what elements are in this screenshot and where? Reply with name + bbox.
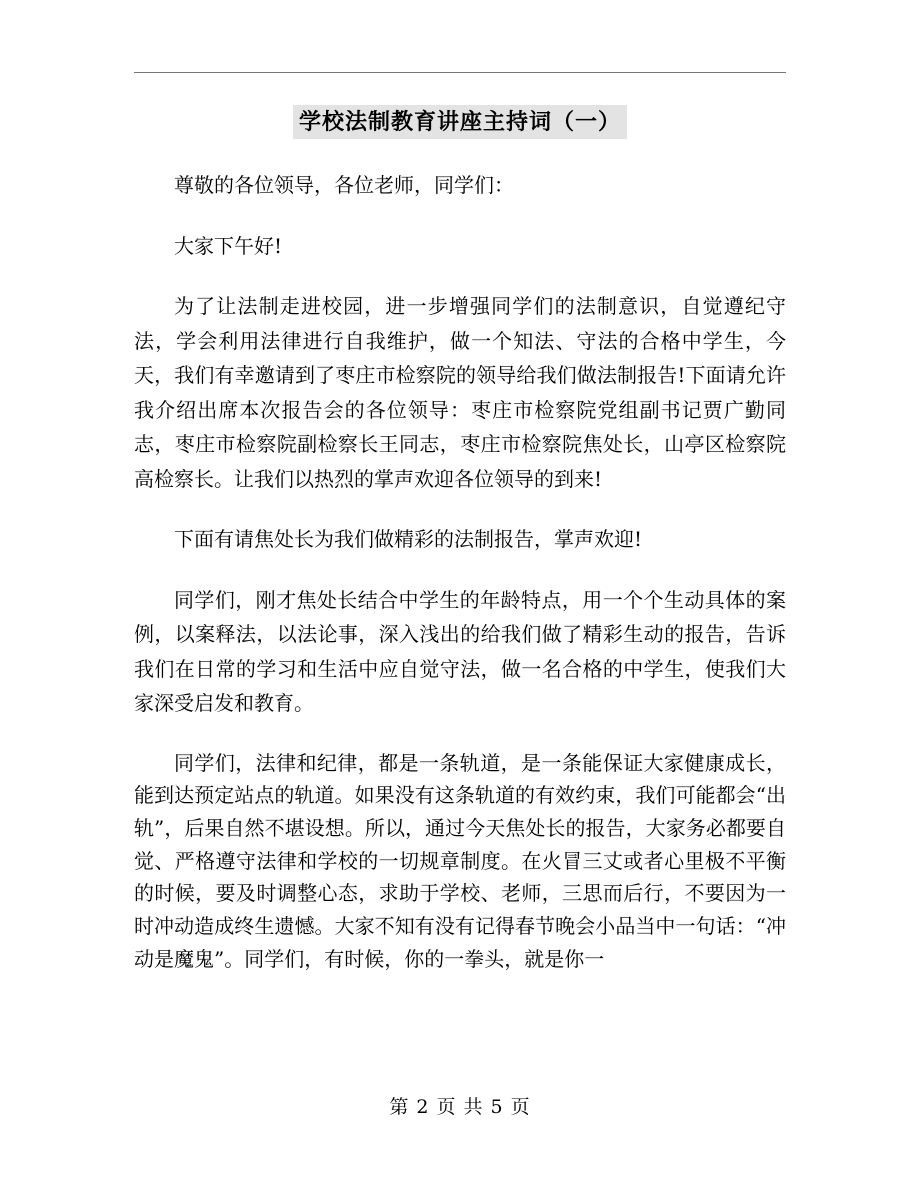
- paragraph-summary: 同学们，刚才焦处长结合中学生的年龄特点，用一个个生动具体的案例，以案释法，以法论事，深入浅出的给我们做了精彩生动的报告，告诉我们在日常的学习和生活中应自觉守法，做一名合格的中学生，使我们大家深受启发和教育。: [134, 587, 786, 715]
- document-body: [134, 168, 786, 1001]
- document-title-wrap: [0, 105, 920, 139]
- paragraph-salutation: 尊敬的各位领导，各位老师，同学们：: [174, 173, 514, 197]
- paragraph-introduction: 为了让法制走进校园，进一步增强同学们的法制意识，自觉遵纪守法，学会利用法律进行自我维护，做一个知法、守法的合格中学生，今天，我们有幸邀请到了枣庄市检察院的领导给我们做法制报告!下面请允许我介绍出席本次报告会的各位领导：枣庄市检察院党组副书记贾广勤同志，枣庄市检察院副检察长王同志，枣庄市检察院焦处长，山亭区检察院高检察长。让我们以热烈的掌声欢迎各位领导的到来!: [134, 294, 786, 491]
- document-title: 学校法制教育讲座主持词（一）: [293, 105, 627, 139]
- paragraph-law-discipline: 同学们，法律和纪律，都是一条轨道，是一条能保证大家健康成长，能到达预定站点的轨道。如果没有这条轨道的有效约束，我们可能都会“出轨”，后果自然不堪设想。所以，通过今天焦处长的报告，大家务必都要自觉、严格遵守法律和学校的一切规章制度。在火冒三丈或者心里极不平衡的时候，要及时调整心态，求助于学校、老师，三思而后行，不要因为一时冲动造成终生遗憾。大家不知有没有记得春节晚会小品当中一句话：“冲动是魔鬼”。同学们，有时候，你的一拳头，就是你一: [134, 750, 786, 971]
- paragraph-greeting: 大家下午好!: [174, 233, 283, 258]
- page-number-footer: 第 2 页 共 5 页: [389, 1096, 531, 1118]
- paragraph-invitation: 下面有请焦处长为我们做精彩的法制报告，掌声欢迎!: [174, 527, 643, 551]
- header-rule: [134, 72, 786, 73]
